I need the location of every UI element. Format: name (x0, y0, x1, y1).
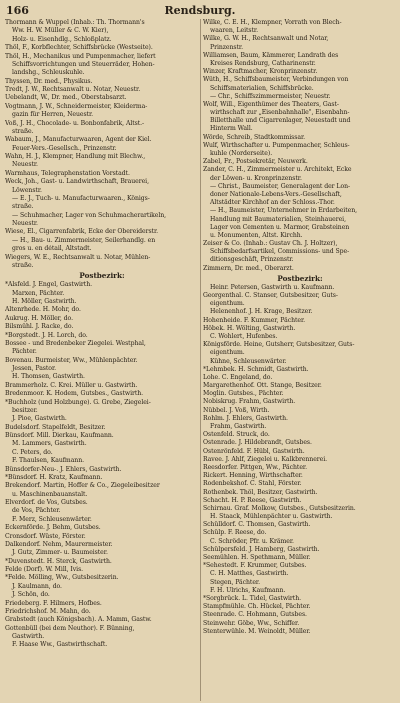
directory-entry: Schülldorf. C. Thomsen, Gastwirth. (203, 521, 311, 529)
entry-continuation: — H., Bau- u. Zimmermeister, Seilerhandlg. en (12, 236, 156, 244)
directory-entry: Wörde, Schreib, Stadtkommissar. (203, 133, 306, 141)
directory-entry: Grabstedt (auch Königsbach). A. Mamm, Gastw. (5, 616, 152, 624)
entry-continuation: Kühne, Schleusenwärter. (210, 357, 287, 365)
entry-continuation: u. Monumenten, Altst. Kirchh. (210, 231, 303, 239)
directory-entry: Seemühlen. H. Spethmann, Müller. (203, 554, 311, 561)
entry-continuation: Ww. H. W. Müller & C. W. Kier), (12, 27, 109, 35)
entry-continuation: — H., Baumeister, Unternehmer in Erdarbeiten, (210, 207, 357, 215)
entry-continuation: straße. (12, 203, 34, 211)
directory-entry: Thöl, H., Mechanikus und Pumpenmacher, liefert (5, 52, 156, 60)
entry-continuation: H. Möller, Gastwirth. (12, 298, 77, 305)
directory-entry: Ostenrönfeld. F. Hübl, Gastwirth. (203, 447, 305, 455)
entry-continuation: Löwenstr. (12, 186, 42, 194)
directory-entry: Wiese, El., Cigarrenfabrik, Ecke der Obereiderstr. (5, 228, 159, 236)
entry-continuation: Helenenhof. J. H. Krage, Besitzer. (210, 308, 313, 316)
directory-entry: Wiegers, W. E., Rechtsanwalt u. Notar, Mühlen- (5, 253, 151, 261)
directory-entry: Gottenbüll (bei dem Neuthor). F. Bünning, (5, 624, 135, 632)
directory-entry: Thyssen, Dr. med., Physikus. (5, 77, 93, 85)
directory-entry: Wabaum, J., Manufacturwaaren, Agent der Kiel. (5, 136, 152, 144)
directory-entry: Voß, J. H., Chocolade- u. Bonbonfabrik, Altst.- (5, 119, 145, 127)
directory-entry: Eckernförde. J. Behm, Gutsbes. (5, 524, 101, 532)
directory-entry: Nübbel. J. Voß, Wirth. (203, 406, 270, 414)
entry-continuation: C. H. Matthes, Gastwirth. (210, 570, 289, 578)
directory-entry: Bovenau. Burmeister, Ww., Mühlenpächter. (5, 356, 138, 364)
directory-entry: Vogtmann, J. W., Schneidermeister, Kleiderma- (5, 102, 148, 110)
entry-continuation: Schiffsbedarfsartikel, Commissions- und Spe- (210, 248, 350, 256)
entry-continuation: de Vos, Pächter. (12, 507, 61, 515)
directory-entry: Nobiskrug. Frahm, Gastwirth. (203, 398, 296, 406)
directory-entry: Hohenheide. F. Kummer, Pächter. (203, 316, 306, 324)
entry-continuation: Kreises Rendsburg, Catharinenstr. (210, 59, 316, 67)
directory-entry: Thormann & Wuppel (Inhab.: Th. Thormann's (5, 19, 145, 26)
directory-entry: Bilsmühl. J. Racke, do. (5, 323, 74, 331)
directory-entry: Steinwehr. Göbe, Ww., Schiffer. (203, 619, 300, 627)
directory-entry: Elverdorf. de Vos, Gutsbes. (5, 499, 88, 506)
directory-entry: Schülp. F. Reese, do. (203, 529, 267, 537)
entry-continuation: C. Peters, do. (12, 448, 53, 456)
directory-entry: Zimmern, Dr. med., Oberarzt. (203, 264, 294, 272)
directory-entry: Ostenrade. J. Hildebrandt, Gutsbes. (203, 439, 312, 447)
section-heading: Postbezirk: (277, 273, 323, 283)
directory-entry: Schacht. H. P. Reese, Gastwirth. (203, 496, 302, 504)
directory-entry: Margarethenhof. Ott. Stange, Besitzer. (203, 382, 322, 390)
directory-entry: Stampfmühle. Ch. Hückel, Pächter. (203, 603, 311, 611)
directory-entry: Königsförde. Heine, Gutsherr, Gutsbesitzer, Guts- (203, 341, 355, 349)
directory-entry: Cronsdorf. Wüste, Förster. (5, 532, 86, 540)
directory-entry: Lohe. C. Engeland, do. (203, 373, 273, 381)
right-column (203, 19, 397, 701)
directory-entry: Schirnau. Graf. Molkow, Gutsbes., Gutsbesitzerin. (203, 504, 356, 512)
entry-continuation: Neuestr. (12, 220, 38, 227)
directory-entry: Thöl, F., Korbflechter, Schiffsbrücke (Westseite). (5, 44, 153, 52)
entry-continuation: gros u. en détail, Altstadt. (12, 245, 92, 253)
section-heading: Postbezirk: (79, 271, 125, 281)
entry-continuation: M. Lammers, Gastwirth. (12, 440, 87, 448)
entry-continuation: Prinzenstr. (210, 43, 243, 51)
directory-entry: Williamsen, Baum, Kämmerer, Landrath des (203, 51, 339, 59)
entry-continuation: — Schuhmacher, Lager von Schuhmacherartikeln, (12, 211, 167, 219)
entry-continuation: u. Maschinenbauanstalt. (12, 490, 88, 498)
directory-entry: Weck, Joh., Gast- u. Landwirthschaft, Brauerei, (5, 178, 149, 186)
directory-entry: *Sorgbrück. L. Tidel, Gastwirth. (203, 594, 301, 602)
entry-continuation: H. Thomsen, Gastwirth. (12, 373, 85, 381)
directory-entry: *Lehmbek. H. Schmidt, Gastwirth. (203, 365, 309, 373)
directory-entry: Ravee. J. Ahlf, Ziegelei u. Kalkbrennerei. (203, 455, 328, 463)
entry-continuation: Lager von Cementen u. Marmor, Grabsteinen (210, 223, 350, 231)
entry-continuation: F. Haase Ww., Gastwirthschaft. (12, 641, 108, 649)
directory-entry: Georgenthal. C. Stanser, Gutsbesitzer, Guts- (203, 292, 338, 299)
directory-entry: Uebelandt, W., Dr. med., Oberstabsarzt. (5, 94, 127, 102)
left-column (5, 19, 199, 701)
entry-continuation: Feuer-Vers.-Gesellsch., Prinzenstr. (12, 144, 117, 152)
entry-continuation: gazin für Herren, Neuestr. (12, 111, 94, 119)
entry-continuation: eigenthum. (210, 300, 245, 308)
entry-continuation: — E. J., Tuch- u. Manufacturwaaren., Königs- (12, 194, 150, 202)
directory-entry: Stenterwühle. M. Weinoldt, Müller. (203, 627, 311, 635)
directory-entry: Felde (Dorf). W. Mill, Ivis. (5, 566, 84, 573)
directory-entry: Schülpersfeld. J. Hamberg, Gastwirth. (203, 545, 320, 553)
entry-continuation: — Chr., Schiffszimmermeister, Neuestr. (210, 92, 331, 100)
directory-entry: *Alsfeld. J. Engel, Gastwirth. (5, 281, 92, 289)
directory-entry: Wahn, H. J., Klempner, Handlung mit Blechw., (5, 153, 146, 160)
entry-continuation: kuhle (Norderseite). (210, 150, 273, 157)
entry-continuation: landshg., Schleuskuhle. (12, 69, 85, 77)
entry-continuation: wirthschaft zur „Eisenbahnhalle", Eisenbahn- (210, 109, 350, 117)
entry-continuation: waaren, Leitstr. (210, 27, 259, 35)
directory-entry: Zabel, Fr., Postsekretär, Neuwerk. (203, 158, 308, 166)
entry-continuation: straße. (12, 261, 34, 269)
entry-continuation: F. Thaulsen, Kaufmann. (12, 457, 84, 465)
directory-entry: Brekendorf. Martin, Hoffer & Co., Ziegeleibesitzer (5, 482, 160, 490)
entry-continuation: F. Merz, Schleusenwärter. (12, 515, 92, 523)
directory-entry: *Borgstedt. J. H. Lorch, do. (5, 331, 88, 339)
entry-continuation: Schiffsmaterialien, Schiffsbrücke. (210, 84, 314, 92)
entry-continuation: F. H. Ulrichs, Kaufmann. (210, 586, 286, 594)
directory-entry: Rodenbekshof. C. Stahl, Förster. (203, 480, 302, 488)
entry-continuation: Heinr. Petersen, Gastwirth u. Kaufmann. (210, 283, 335, 291)
entry-continuation: der Löwen- u. Kronprinzenstr. (210, 174, 302, 182)
directory-entry: Zeiser & Co. (Inhab.: Gustav Ch. J. Holtzer), (203, 240, 338, 248)
directory-entry: Friedrichshof. M. Mahn, do. (5, 607, 91, 615)
directory-entry: Wüth, H., Schiffsbaumeister, Verbindungen von (203, 76, 349, 84)
entry-continuation: Hinterm Wall. (210, 125, 253, 133)
directory-entry: *Bünsdorf. H. Kratz, Kaufmann. (5, 473, 103, 481)
directory-entry: Bossee - und Bredenbeker Ziegelei. Westphal, (5, 339, 146, 347)
entry-continuation: Frahm, Gastwirth. (210, 423, 267, 430)
entry-continuation: doner Nationale-Lebens-Vers.-Gesellschaft, (210, 190, 342, 198)
directory-entry: Rickert. Henning, Wirthschafter. (203, 472, 303, 480)
directory-entry: Ostenfeld. Struck, do. (203, 431, 270, 439)
directory-entry: Wilke, C. E. H., Klempner, Vorrath von Blech- (203, 19, 342, 26)
directory-entry: Altenrhede. H. Mohr, do. (5, 306, 81, 314)
directory-entry: Steenrade. C. Hohmann, Gutsbes. (203, 611, 307, 619)
directory-entry: Warmhaus, Telegraphenstation Vorstadt. (5, 169, 130, 177)
directory-entry: *Duvenstedt. H. Sterck, Gastwirth. (5, 557, 112, 565)
directory-entry: Dalkendorf. Nehm, Maurermeister. (5, 540, 113, 548)
directory-entry: Wilke, G. W. H., Rechtsanwalt und Notar, (203, 35, 329, 43)
entry-continuation: Marxen, Pächter. (12, 289, 65, 297)
entry-continuation: Neuestr. (12, 161, 38, 169)
directory-entry: Brammerholz. C. Krei. Müller u. Gastwirth. (5, 381, 138, 389)
entry-continuation: besitzer. (12, 406, 38, 414)
entry-continuation: straße. (12, 127, 34, 135)
page-title: Rendsburg. (164, 4, 236, 17)
entry-continuation: eigenthum. (210, 349, 245, 357)
directory-entry: Budelsdorf. Stapelfeldt, Besitzer. (5, 423, 106, 431)
entry-continuation: Holz- u. Eisenhdlg., Schloßplatz. (12, 35, 112, 43)
entry-continuation: J. Schön, do. (12, 591, 50, 599)
directory-entry: Rohlm. J. Ehlers, Gastwirth. (203, 414, 288, 422)
directory-entry: *Buchholz (und Holzbunge). G. Grebe, Ziegelei- (5, 398, 151, 406)
entry-continuation: C. Schröder, Pfr. u. Krämer. (210, 537, 294, 545)
entry-continuation: Stegen, Pächter. (210, 578, 260, 586)
entry-continuation: Pächter. (12, 348, 37, 356)
directory-entry: Wolf, Will., Eigenthümer des Theaters, Gast- (203, 100, 339, 108)
directory-entry: Zander, C. H., Zimmermeister u. Architekt, Ecke (203, 166, 352, 174)
directory-entry: Friedeberg. F. Hilmers, Hofbes. (5, 599, 102, 607)
directory-entry: Moglin. Gutsbes., Pächter. (203, 390, 284, 398)
directory-entry: *Sehestedt. F. Krummer, Gutsbes. (203, 562, 307, 570)
entry-continuation: J. Kaulmann, do. (12, 582, 62, 590)
directory-entry: Aukrug. H. Möller, do. (5, 314, 73, 322)
directory-entry: Bredenmoor. K. Hodem, Gutsbes., Gastwirth. (5, 390, 144, 398)
entry-continuation: Altstädter Kirchhof an der Schloss.-Thor. (210, 199, 335, 207)
directory-entry: Tredt, J. W., Rechtsanwalt u. Notar, Neuestr. (5, 86, 141, 93)
entry-continuation: J. Gutz, Zimmer- u. Baumeister. (12, 549, 108, 557)
entry-continuation: Handlung mit Baumaterialien, Steinhauerei, (210, 215, 346, 223)
directory-entry: Höbek. H. Wölting, Gastwirth. (203, 324, 296, 332)
entry-continuation: Jessen, Pastor. (12, 365, 57, 372)
directory-entry: Bünsdorf. Mill. Dierkau, Kaufmann. (5, 432, 114, 439)
entry-continuation: — Christ., Baumeister, Generalagent der Lon- (210, 182, 350, 190)
entry-continuation: Billetthalle und Cigarrenlager, Neuestadt und (210, 117, 351, 125)
directory-entry: Rothenbek. Thöl, Besitzer, Gastwirth. (203, 488, 318, 496)
directory-entry: Winzer, Kraftmacher, Kronprinzenstr. (203, 68, 318, 76)
entry-continuation: C. Wohlert, Hufenbes. (210, 332, 278, 340)
entry-continuation: ditionsgeschäft, Prinzenstr. (210, 256, 294, 264)
entry-continuation: Gastwirth. (12, 633, 45, 640)
entry-continuation: H. Staack, Mühlenpächter u. Gastwirth. (210, 513, 333, 521)
column-divider (200, 19, 201, 701)
page-header (0, 4, 400, 18)
directory-entry: *Felde. Mölling, Ww., Gutsbesitzerin. (5, 574, 119, 582)
directory-entry: Bünsdorfer-Neu-. J. Ehlers, Gastwirth. (5, 465, 122, 473)
entry-continuation: J. Pioe, Gastwirth. (12, 415, 67, 423)
page-number: 166 (6, 4, 29, 17)
directory-entry: Wulf, Wirthschafter u. Pumpenmacher, Schleus- (203, 141, 350, 149)
directory-entry: Reesdorfer. Pittgen, Ww., Pächter. (203, 463, 308, 471)
entry-continuation: Schiffsvorrichtungen und Steuerräder, Hohen- (12, 60, 155, 68)
